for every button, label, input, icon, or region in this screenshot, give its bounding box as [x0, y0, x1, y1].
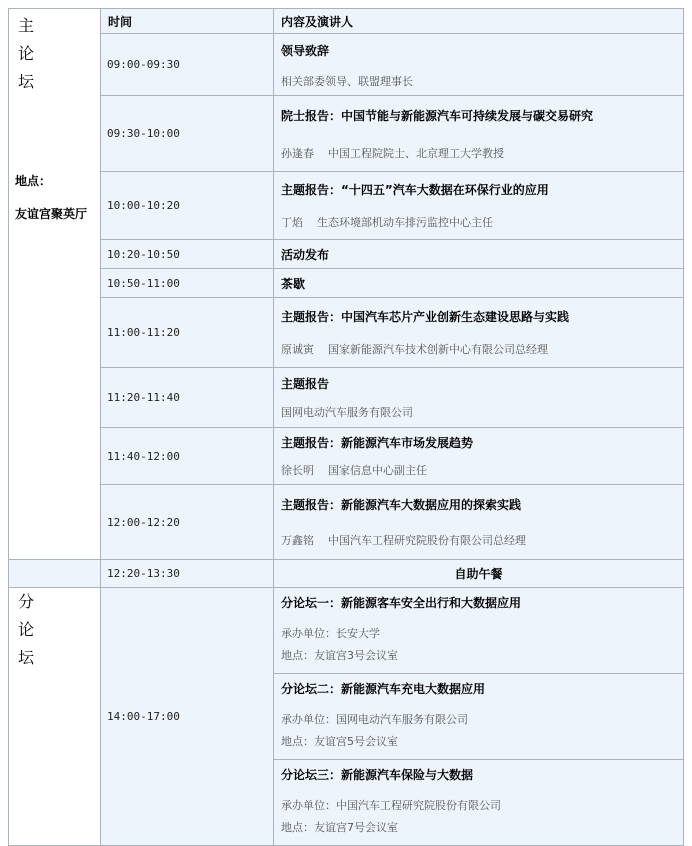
sub-forum-cell: [9, 588, 101, 846]
session-time: 11:00-11:20: [101, 298, 274, 368]
sub-forum-item-host: 承办单位：国网电动汽车服务有限公司: [281, 713, 468, 726]
session-title: 主题报告：新能源汽车大数据应用的探索实践: [281, 498, 522, 512]
session-speaker: 孙逢春 中国工程院院士、北京理工大学教授: [281, 146, 504, 160]
session-row: [9, 368, 684, 428]
session-content: [274, 428, 684, 485]
session-title: 主题报告：中国汽车芯片产业创新生态建设思路与实践: [281, 310, 570, 324]
session-title: 主题报告: [281, 377, 330, 391]
lunch-time: 12:20-13:30: [101, 560, 274, 588]
session-title: 院士报告：中国节能与新能源汽车可持续发展与碳交易研究: [281, 108, 594, 123]
session-content: [274, 485, 684, 560]
session-time: 11:20-11:40: [101, 368, 274, 428]
session-content: [274, 172, 684, 240]
session-title: 领导致辞: [281, 44, 330, 58]
main-forum-cell: [9, 9, 101, 560]
sub-forum-item-title: 分论坛一：新能源客车安全出行和大数据应用: [281, 596, 522, 610]
session-title: 主题报告：新能源汽车市场发展趋势: [281, 436, 474, 450]
session-speaker: 原诚寅 国家新能源汽车技术创新中心有限公司总经理: [281, 343, 548, 356]
session-time: 09:30-10:00: [101, 96, 274, 172]
header-content: 内容及演讲人: [274, 9, 684, 34]
sub-forum-item-title: 分论坛二：新能源汽车充电大数据应用: [281, 682, 486, 696]
sub-forum-time: 14:00-17:00: [101, 588, 274, 846]
sub-forum-row: [9, 588, 684, 846]
session-title: 活动发布: [274, 240, 684, 269]
session-content: [274, 96, 684, 172]
main-forum-title: 主 论 坛: [18, 16, 35, 91]
session-title: 主题报告：“十四五”汽车大数据在环保行业的应用: [281, 183, 549, 197]
session-speaker: 万鑫铭 中国汽车工程研究院股份有限公司总经理: [281, 534, 526, 547]
lunch-left-cell: [9, 560, 101, 588]
session-row: [9, 298, 684, 368]
session-content: [274, 298, 684, 368]
sub-forum-item: [274, 588, 683, 673]
sub-forum-item-host: 承办单位：长安大学: [281, 627, 380, 640]
session-time: 10:50-11:00: [101, 269, 274, 298]
agenda-table: [8, 8, 684, 846]
session-time: 10:20-10:50: [101, 240, 274, 269]
sub-forum-item-title: 分论坛三：新能源汽车保险与大数据: [281, 768, 474, 782]
session-time: 09:00-09:30: [101, 34, 274, 96]
sub-forum-item-location: 地点：友谊宫5号会议室: [281, 735, 398, 748]
session-row: [9, 34, 684, 96]
session-time: 12:00-12:20: [101, 485, 274, 560]
sub-forum-item-location: 地点：友谊宫7号会议室: [281, 821, 398, 834]
session-speaker: 相关部委领导、联盟理事长: [281, 75, 413, 88]
lunch-row: [9, 560, 684, 588]
session-time: 11:40-12:00: [101, 428, 274, 485]
sub-forum-item: [274, 759, 683, 845]
session-title: 茶歇: [274, 269, 684, 298]
session-content: [274, 34, 684, 96]
session-row: [9, 172, 684, 240]
session-content: [274, 368, 684, 428]
session-row: [9, 428, 684, 485]
sub-forum-content: [274, 588, 684, 846]
session-row: [9, 269, 684, 298]
session-speaker: 徐长明 国家信息中心副主任: [281, 464, 427, 477]
main-forum-location-value: 友谊宫聚英厅: [15, 207, 88, 221]
sub-forum-item: [274, 673, 683, 759]
session-row: [9, 485, 684, 560]
session-speaker: 丁焰 生态环境部机动车排污监控中心主任: [281, 216, 493, 229]
sub-forum-item-location: 地点：友谊宫3号会议室: [281, 649, 398, 662]
header-time: 时间: [101, 9, 274, 34]
sub-forum-title: 分 论 坛: [18, 592, 35, 667]
session-speaker: 国网电动汽车服务有限公司: [281, 406, 413, 419]
session-time: 10:00-10:20: [101, 172, 274, 240]
sub-forum-item-host: 承办单位：中国汽车工程研究院股份有限公司: [281, 799, 501, 812]
lunch-title: 自助午餐: [274, 560, 684, 588]
session-row: [9, 240, 684, 269]
session-row: [9, 96, 684, 172]
header-row: [9, 9, 684, 34]
main-forum-location-label: 地点：: [15, 174, 52, 188]
